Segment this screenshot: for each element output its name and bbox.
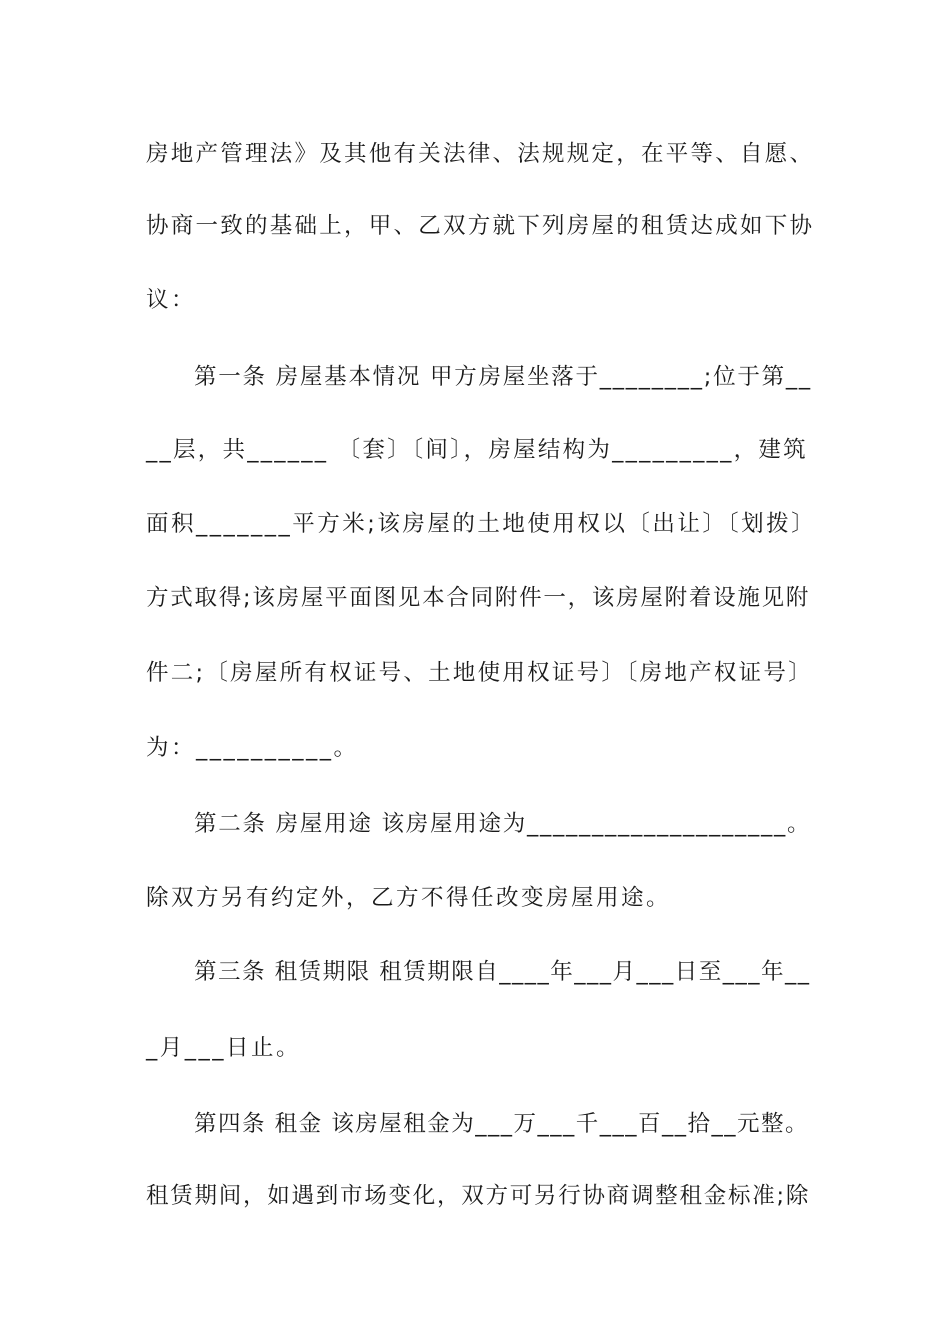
text-line: 为：__________。 — [146, 735, 359, 761]
text-line: __层，共______ 〔套〕〔间〕，房屋结构为_________，建筑 — [146, 437, 808, 463]
text-line: _月___日止。 — [146, 1035, 302, 1061]
text-line: 租赁期间，如遇到市场变化，双方可另行协商调整租金标准;除 — [146, 1183, 811, 1209]
text-line: 第二条 房屋用途 该房屋用途为____________________。 — [194, 811, 812, 837]
text-line: 方式取得;该房屋平面图见本合同附件一，该房屋附着设施见附 — [146, 585, 811, 611]
text-line: 面积_______平方米;该房屋的土地使用权以〔出让〕〔划拨〕 — [146, 511, 817, 537]
text-line: 除双方另有约定外，乙方不得任改变房屋用途。 — [146, 885, 672, 911]
text-line: 第三条 租赁期限 租赁期限自____年___月___日至___年__ — [194, 959, 811, 985]
text-line: 协商一致的基础上，甲、乙双方就下列房屋的租赁达成如下协 — [146, 213, 815, 239]
text-line: 件二;〔房屋所有权证号、土地使用权证号〕〔房地产权证号〕 — [146, 660, 813, 686]
text-line: 第一条 房屋基本情况 甲方房屋坐落于________;位于第__ — [194, 364, 812, 390]
text-line: 房地产管理法》及其他有关法律、法规规定，在平等、自愿、 — [146, 141, 815, 167]
text-line: 第四条 租金 该房屋租金为___万___千___百__拾__元整。 — [194, 1111, 810, 1137]
text-line: 议： — [146, 287, 197, 313]
